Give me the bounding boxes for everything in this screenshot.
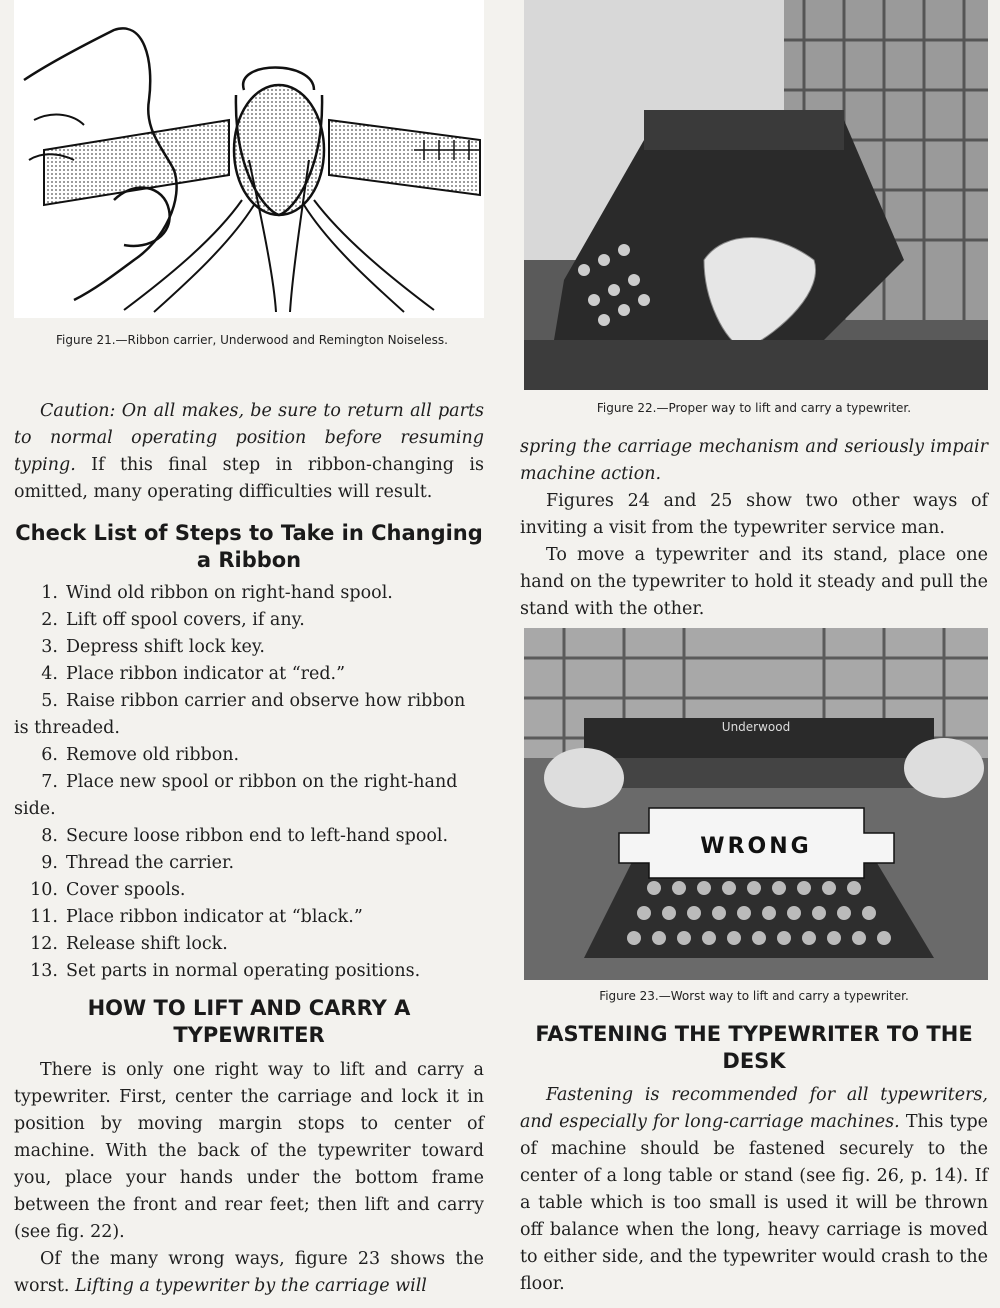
typewriter-brand-label: Underwood: [721, 720, 791, 734]
lift-para-1: There is only one right way to lift and carry a typewriter. First, center the carriage and lock it in position by moving margin stops to center of machine. With the back of the typewriter toward you, place your hands under the bottom frame between the front and rear feet; then lift and carry (see fig. 22).: [14, 1060, 484, 1242]
lift-heading: HOW TO LIFT AND CARRY A TYPEWRITER: [87, 996, 411, 1047]
step-number: 12.: [30, 934, 58, 954]
lift-para-2-italic: Lifting a typewriter by the carriage will: [75, 1276, 427, 1296]
step-text: Remove old ribbon.: [66, 745, 240, 765]
step-number: 10.: [30, 880, 58, 900]
fasten-paragraph: [520, 1082, 988, 1298]
step-number: 4.: [41, 664, 58, 684]
checklist-step: [14, 769, 484, 823]
checklist-step: [14, 823, 484, 850]
caution-rest: If this final step in ribbon-changing is omitted, many operating difficulties will result.: [14, 455, 484, 502]
checklist-heading: Check List of Steps to Take in Changing a Ribbon: [15, 521, 483, 572]
lift-paragraphs: [14, 1057, 484, 1300]
step-number: 3.: [41, 637, 58, 657]
step-text: Thread the carrier.: [66, 853, 235, 873]
step-text: Place ribbon indicator at “black.”: [66, 907, 363, 927]
step-text: Cover spools.: [66, 880, 186, 900]
figure-21-illustration: [14, 0, 484, 318]
step-number: 2.: [41, 610, 58, 630]
figure-23-caption: Figure 23.—Worst way to lift and carry a typewriter.: [599, 989, 909, 1003]
step-text: Place new spool or ribbon on the right-hand side.: [14, 772, 458, 819]
step-number: 7.: [41, 772, 58, 792]
fasten-heading: FASTENING THE TYPEWRITER TO THE DESK: [535, 1022, 973, 1073]
step-number: 6.: [41, 745, 58, 765]
figure-23-photo: [524, 628, 988, 980]
checklist-step: [14, 688, 484, 742]
fasten-italic: Fastening is recommended for all typewriters, and especially for long-carriage machines.: [520, 1085, 988, 1132]
step-number: 5.: [41, 691, 58, 711]
step-text: Raise ribbon carrier and observe how ribbon is threaded.: [14, 691, 466, 738]
step-text: Set parts in normal operating positions.: [66, 961, 421, 981]
step-number: 11.: [30, 907, 58, 927]
caution-italic: Caution: On all makes, be sure to return all parts to normal operating position before resuming typing.: [14, 401, 484, 475]
checklist-step: [14, 607, 484, 634]
step-text: Release shift lock.: [66, 934, 228, 954]
step-text: Depress shift lock key.: [66, 637, 265, 657]
checklist-step: [14, 877, 484, 904]
step-text: Lift off spool covers, if any.: [66, 610, 305, 630]
lift-para-3: Figures 24 and 25 show two other ways of inviting a visit from the typewriter service man.: [520, 491, 988, 538]
checklist-step: [14, 580, 484, 607]
step-number: 13.: [30, 961, 58, 981]
fasten-rest: This type of machine should be fastened securely to the center of a long table or stand (see fig. 26, p. 14). If a table which is too small is used it will be thrown off balance when the long, heavy carriage is moved to either side, and the typewriter would crash to the floor.: [520, 1112, 988, 1294]
wrong-label: WRONG: [700, 834, 812, 859]
checklist-step: [14, 931, 484, 958]
lift-para-4: To move a typewriter and its stand, place one hand on the typewriter to hold it steady and pull the stand with the other.: [520, 545, 988, 619]
step-number: 1.: [41, 583, 58, 603]
step-text: Place ribbon indicator at “red.”: [66, 664, 346, 684]
step-number: 9.: [41, 853, 58, 873]
figure-22-photo: [524, 0, 988, 390]
lift-continuation-italic: spring the carriage mechanism and seriously impair machine action.: [520, 437, 988, 484]
step-text: Wind old ribbon on right-hand spool.: [66, 583, 393, 603]
step-text: Secure loose ribbon end to left-hand spool.: [66, 826, 449, 846]
checklist-step: [14, 850, 484, 877]
checklist-step: [14, 904, 484, 931]
lift-para-2: [14, 1246, 484, 1300]
checklist-step: [14, 661, 484, 688]
checklist-step: [14, 958, 484, 985]
checklist-step: [14, 742, 484, 769]
step-number: 8.: [41, 826, 58, 846]
caution-paragraph: [14, 398, 484, 506]
lift-para-2-plain: Of the many wrong ways, figure 23 shows the worst.: [14, 1249, 484, 1296]
checklist-step: [14, 634, 484, 661]
figure-22-caption: Figure 22.—Proper way to lift and carry a typewriter.: [596, 401, 912, 415]
checklist-steps: [14, 580, 484, 985]
right-continuation: [520, 434, 988, 623]
figure-21-caption: Figure 21.—Ribbon carrier, Underwood and Remington Noiseless.: [56, 333, 448, 347]
